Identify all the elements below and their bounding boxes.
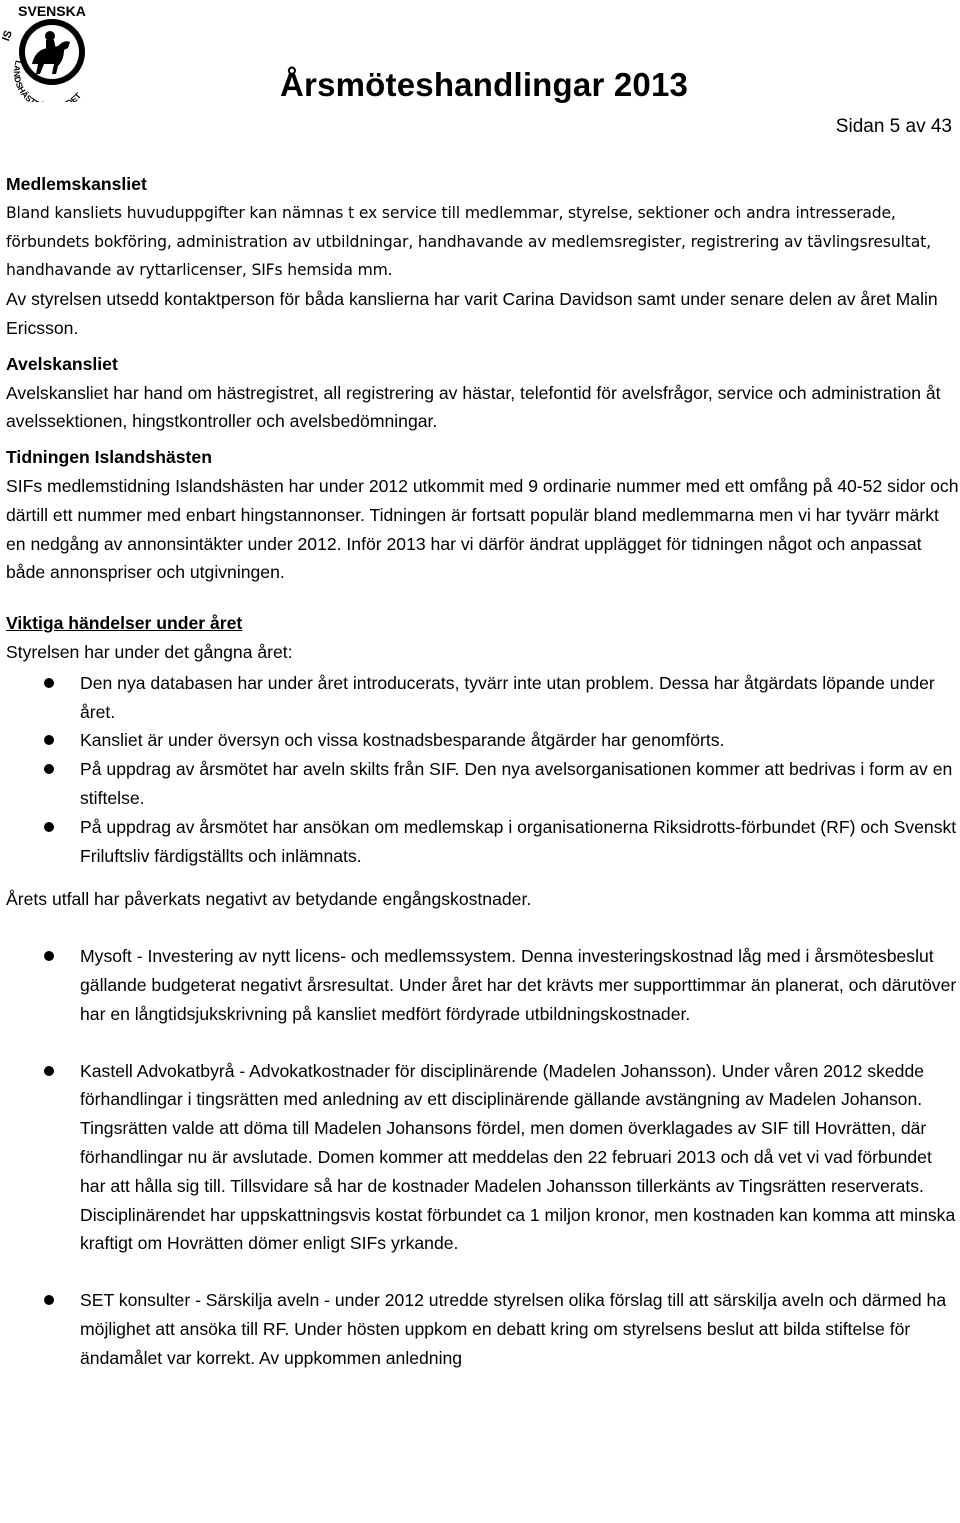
logo-text-top: SVENSKA	[18, 3, 86, 19]
list-item: Kastell Advokatbyrå - Advokatkostnader för disciplinärende (Madelen Johansson). Under våren 2012 skedde förhandlingar i tingsrätten med anledning av ett disciplinärende gällande avstängning av Madelen Johanson. Tingsrätten valde att döma till Madelen Johansons fördel, men domen överklagades av SIF till Hovrätten, där förhandlingar nu är avslutade. Domen kommer att meddelas den 22 februari 2013 och då vet vi vad förbundet har att hålla sig till. Tillsvidare så har de kostnader Madelen Johansson tillerkänts av Tingsrätten reserverats. Disciplinärendet har uppskattningsvis kostat förbundet ca 1 miljon kronor, men kostnaden kan komma att minska kraftigt om Hovrätten dömer enligt SIFs yrkande.	[6, 1057, 960, 1259]
section-intro: Styrelsen har under det gångna året:	[6, 641, 293, 662]
section-heading: Avelskansliet	[6, 353, 118, 374]
costs-list	[6, 942, 960, 1372]
list-item: Den nya databasen har under året introducerats, tyvärr inte utan problem. Dessa har åtgärdats löpande under året.	[6, 669, 960, 727]
document-title: Årsmöteshandlingar 2013	[280, 66, 689, 103]
list-item: På uppdrag av årsmötet har ansökan om medlemskap i organisationerna Riksidrotts-förbundet (RF) och Svenskt Friluftsliv färdigställts och inlämnats.	[6, 813, 960, 871]
bullet-icon	[44, 735, 54, 745]
page-number: Sidan 5 av 43	[835, 116, 952, 137]
section-paragraph: SIFs medlemstidning Islandshästen har under 2012 utkommit med 9 ordinarie nummer med ett omfång på 40-52 sidor och därtill ett nummer med enbart hingstannonser. Tidningen är fortsatt populär bland medlemmarna men vi har tyvärr märkt en nedgång av annonsintäkter under 2012. Inför 2013 har vi därför ändrat upplägget för tidningen något och anpassat både annonspriser och utgivningen.	[6, 475, 959, 583]
section-paragraph: Bland kansliets huvuduppgifter kan nämnas t ex service till medlemmar, styrelse, sektioner och andra intresserade, förbundets bokföring, administration av utbildningar, handhavande av medlemsregister, registrering av tävlingsresultat, handhavande av ryttarlicenser, SIFs hemsida mm.	[6, 203, 931, 280]
logo-text-ring: LANDSHÄST ET	[11, 59, 84, 102]
bullet-icon	[44, 822, 54, 832]
list-item: Kansliet är under översyn och vissa kostnadsbesparande åtgärder har genomförts.	[6, 726, 960, 755]
list-item: På uppdrag av årsmötet har aveln skilts från SIF. Den nya avelsorganisationen kommer att bedrivas i form av en stiftelse.	[6, 755, 960, 813]
result-statement: Årets utfall har påverkats negativt av betydande engångskostnader.	[6, 889, 532, 910]
organization-logo	[2, 2, 102, 102]
events-list	[6, 669, 960, 871]
document-body	[6, 170, 960, 1400]
bullet-icon	[44, 764, 54, 774]
list-item: SET konsulter - Särskilja aveln - under 2012 utredde styrelsen olika förslag till att särskilja aveln och därmed ha möjlighet att ansöka till RF. Under hösten uppkom en debatt kring om styrelsens beslut att bilda stiftelse för ändamålet var korrekt. Av uppkommen anledning	[6, 1286, 960, 1372]
section-heading: Viktiga händelser under året	[6, 613, 243, 634]
bullet-icon	[44, 951, 54, 961]
section-heading: Medlemskansliet	[6, 174, 147, 194]
section-paragraph: Avelskansliet har hand om hästregistret, all registrering av hästar, telefontid för avelsfrågor, service och administration åt avelssektionen, hingstkontroller och avelsbedömningar.	[6, 382, 941, 432]
section-tidningen	[6, 443, 960, 587]
section-viktiga-handelser	[6, 609, 960, 870]
bullet-icon	[44, 1066, 54, 1076]
section-medlemskansliet	[6, 170, 960, 343]
section-avelskansliet	[6, 350, 960, 436]
logo-text-left: IS	[2, 28, 16, 43]
section-heading: Tidningen Islandshästen	[6, 447, 212, 468]
horse-emblem-icon	[2, 2, 102, 102]
section-paragraph: Av styrelsen utsedd kontaktperson för båda kanslierna har varit Carina Davidson samt under senare delen av året Malin Ericsson.	[6, 289, 938, 338]
list-item: Mysoft - Investering av nytt licens- och medlemssystem. Denna investeringskostnad låg med i årsmötesbeslut gällande budgeterat negativt årsresultat. Under året har det krävts mer supporttimmar än planerat, och därutöver har en långtidsjukskrivning på kansliet medfört fördyrade utbildningskostnader.	[6, 942, 960, 1028]
bullet-icon	[44, 678, 54, 688]
bullet-icon	[44, 1295, 54, 1305]
